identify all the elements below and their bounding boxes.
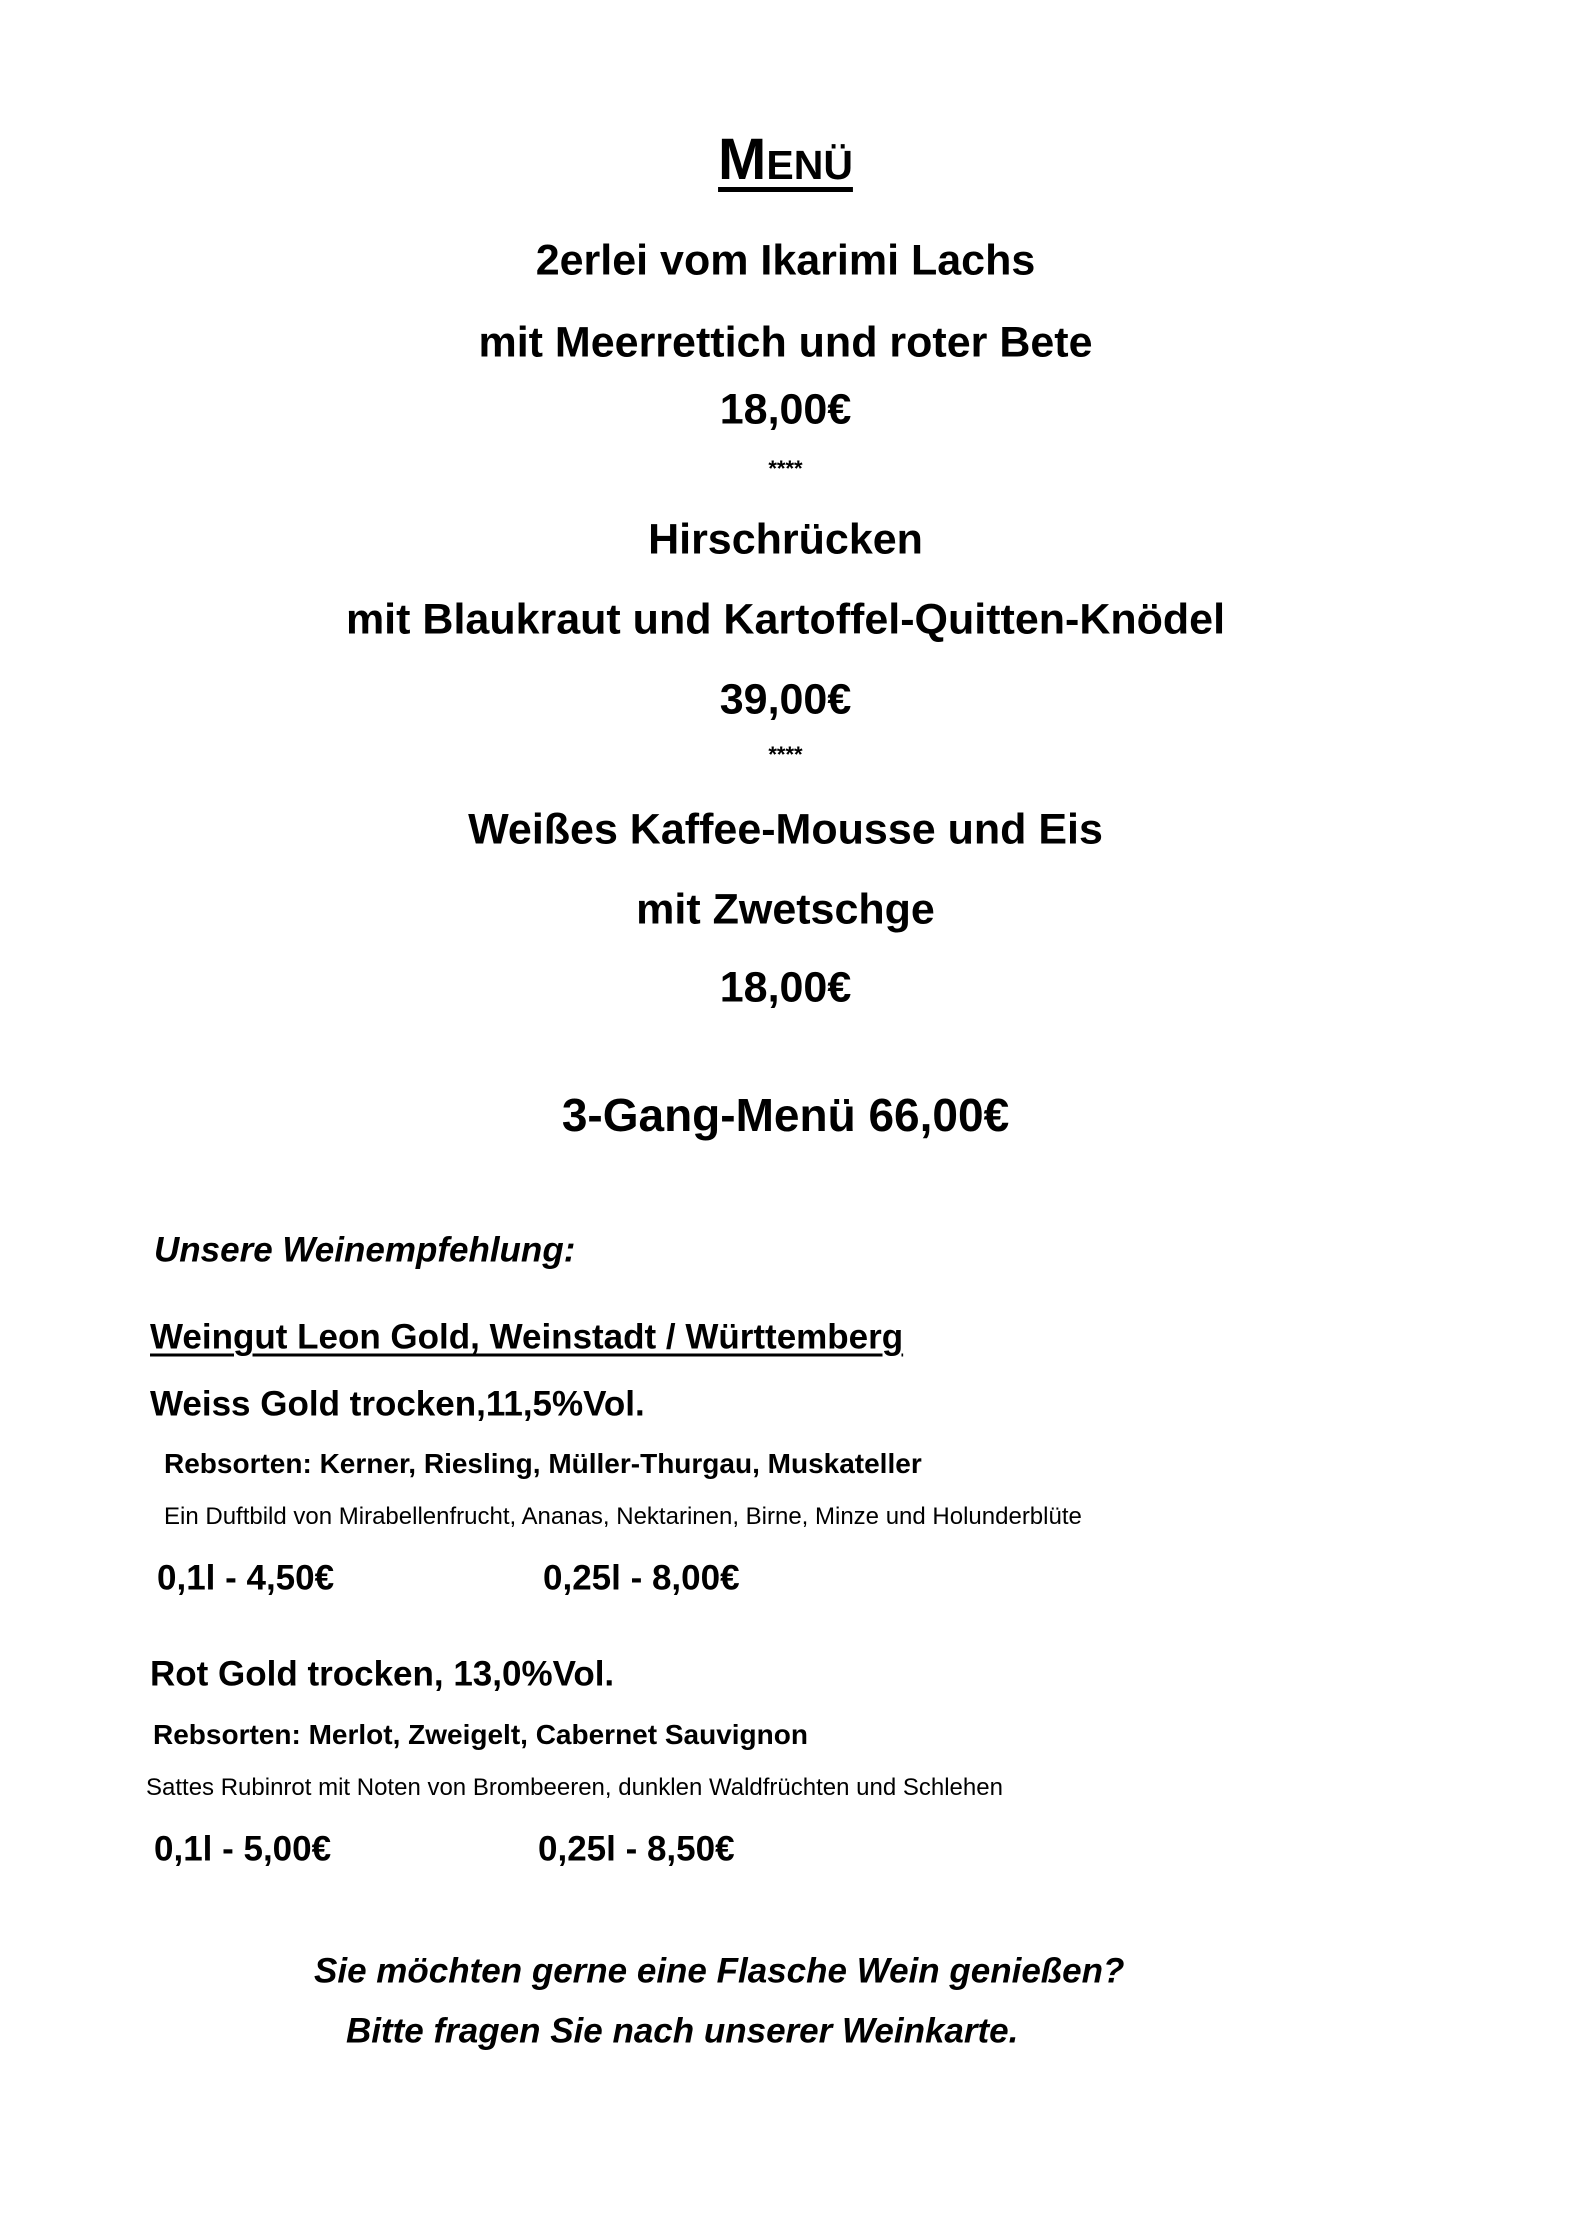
wine-2-price-small: 0,1l - 5,00€: [154, 1829, 332, 1869]
wine-2-grapes: Rebsorten: Merlot, Zweigelt, Cabernet Sauvignon: [153, 1719, 808, 1750]
page-title: Menü: [718, 127, 853, 192]
wine-2-name: Rot Gold trocken, 13,0%Vol.: [150, 1654, 615, 1694]
course-2-price: 39,00€: [719, 675, 852, 724]
wine-1-price-small: 0,1l - 4,50€: [157, 1558, 335, 1598]
wine-1-grapes: Rebsorten: Kerner, Riesling, Müller-Thurgau, Muskateller: [164, 1448, 922, 1479]
wine-1-name: Weiss Gold trocken,11,5%Vol.: [150, 1384, 645, 1424]
wine-2-price-large: 0,25l - 8,50€: [538, 1829, 735, 1869]
wine-1-price-large: 0,25l - 8,00€: [543, 1558, 740, 1598]
footer-line-1: Sie möchten gerne eine Flasche Wein genießen?: [314, 1951, 1125, 1991]
separator: ****: [768, 456, 803, 481]
course-3-name: Weißes Kaffee-Mousse und Eis: [468, 805, 1103, 854]
footer-line-2: Bitte fragen Sie nach unserer Weinkarte.: [346, 2011, 1019, 2051]
separator: ****: [768, 742, 803, 767]
wine-2-notes: Sattes Rubinrot mit Noten von Brombeeren, dunklen Waldfrüchten und Schlehen: [146, 1774, 1003, 1801]
course-3-price: 18,00€: [719, 963, 852, 1012]
course-1-desc: mit Meerrettich und roter Bete: [478, 318, 1093, 367]
course-2-name: Hirschrücken: [648, 515, 923, 564]
wine-1-notes: Ein Duftbild von Mirabellenfrucht, Ananas, Nektarinen, Birne, Minze und Holunderblüte: [164, 1503, 1082, 1530]
course-1-name: 2erlei vom Ikarimi Lachs: [535, 236, 1036, 285]
wine-heading: Unsere Weinempfehlung:: [154, 1230, 576, 1270]
course-1-price: 18,00€: [719, 385, 852, 434]
course-2-desc: mit Blaukraut und Kartoffel-Quitten-Knödel: [345, 595, 1226, 644]
winery: Weingut Leon Gold, Weinstadt / Württemberg: [150, 1317, 904, 1357]
course-3-desc: mit Zwetschge: [636, 885, 935, 934]
menu-total: 3-Gang-Menü 66,00€: [561, 1089, 1010, 1141]
